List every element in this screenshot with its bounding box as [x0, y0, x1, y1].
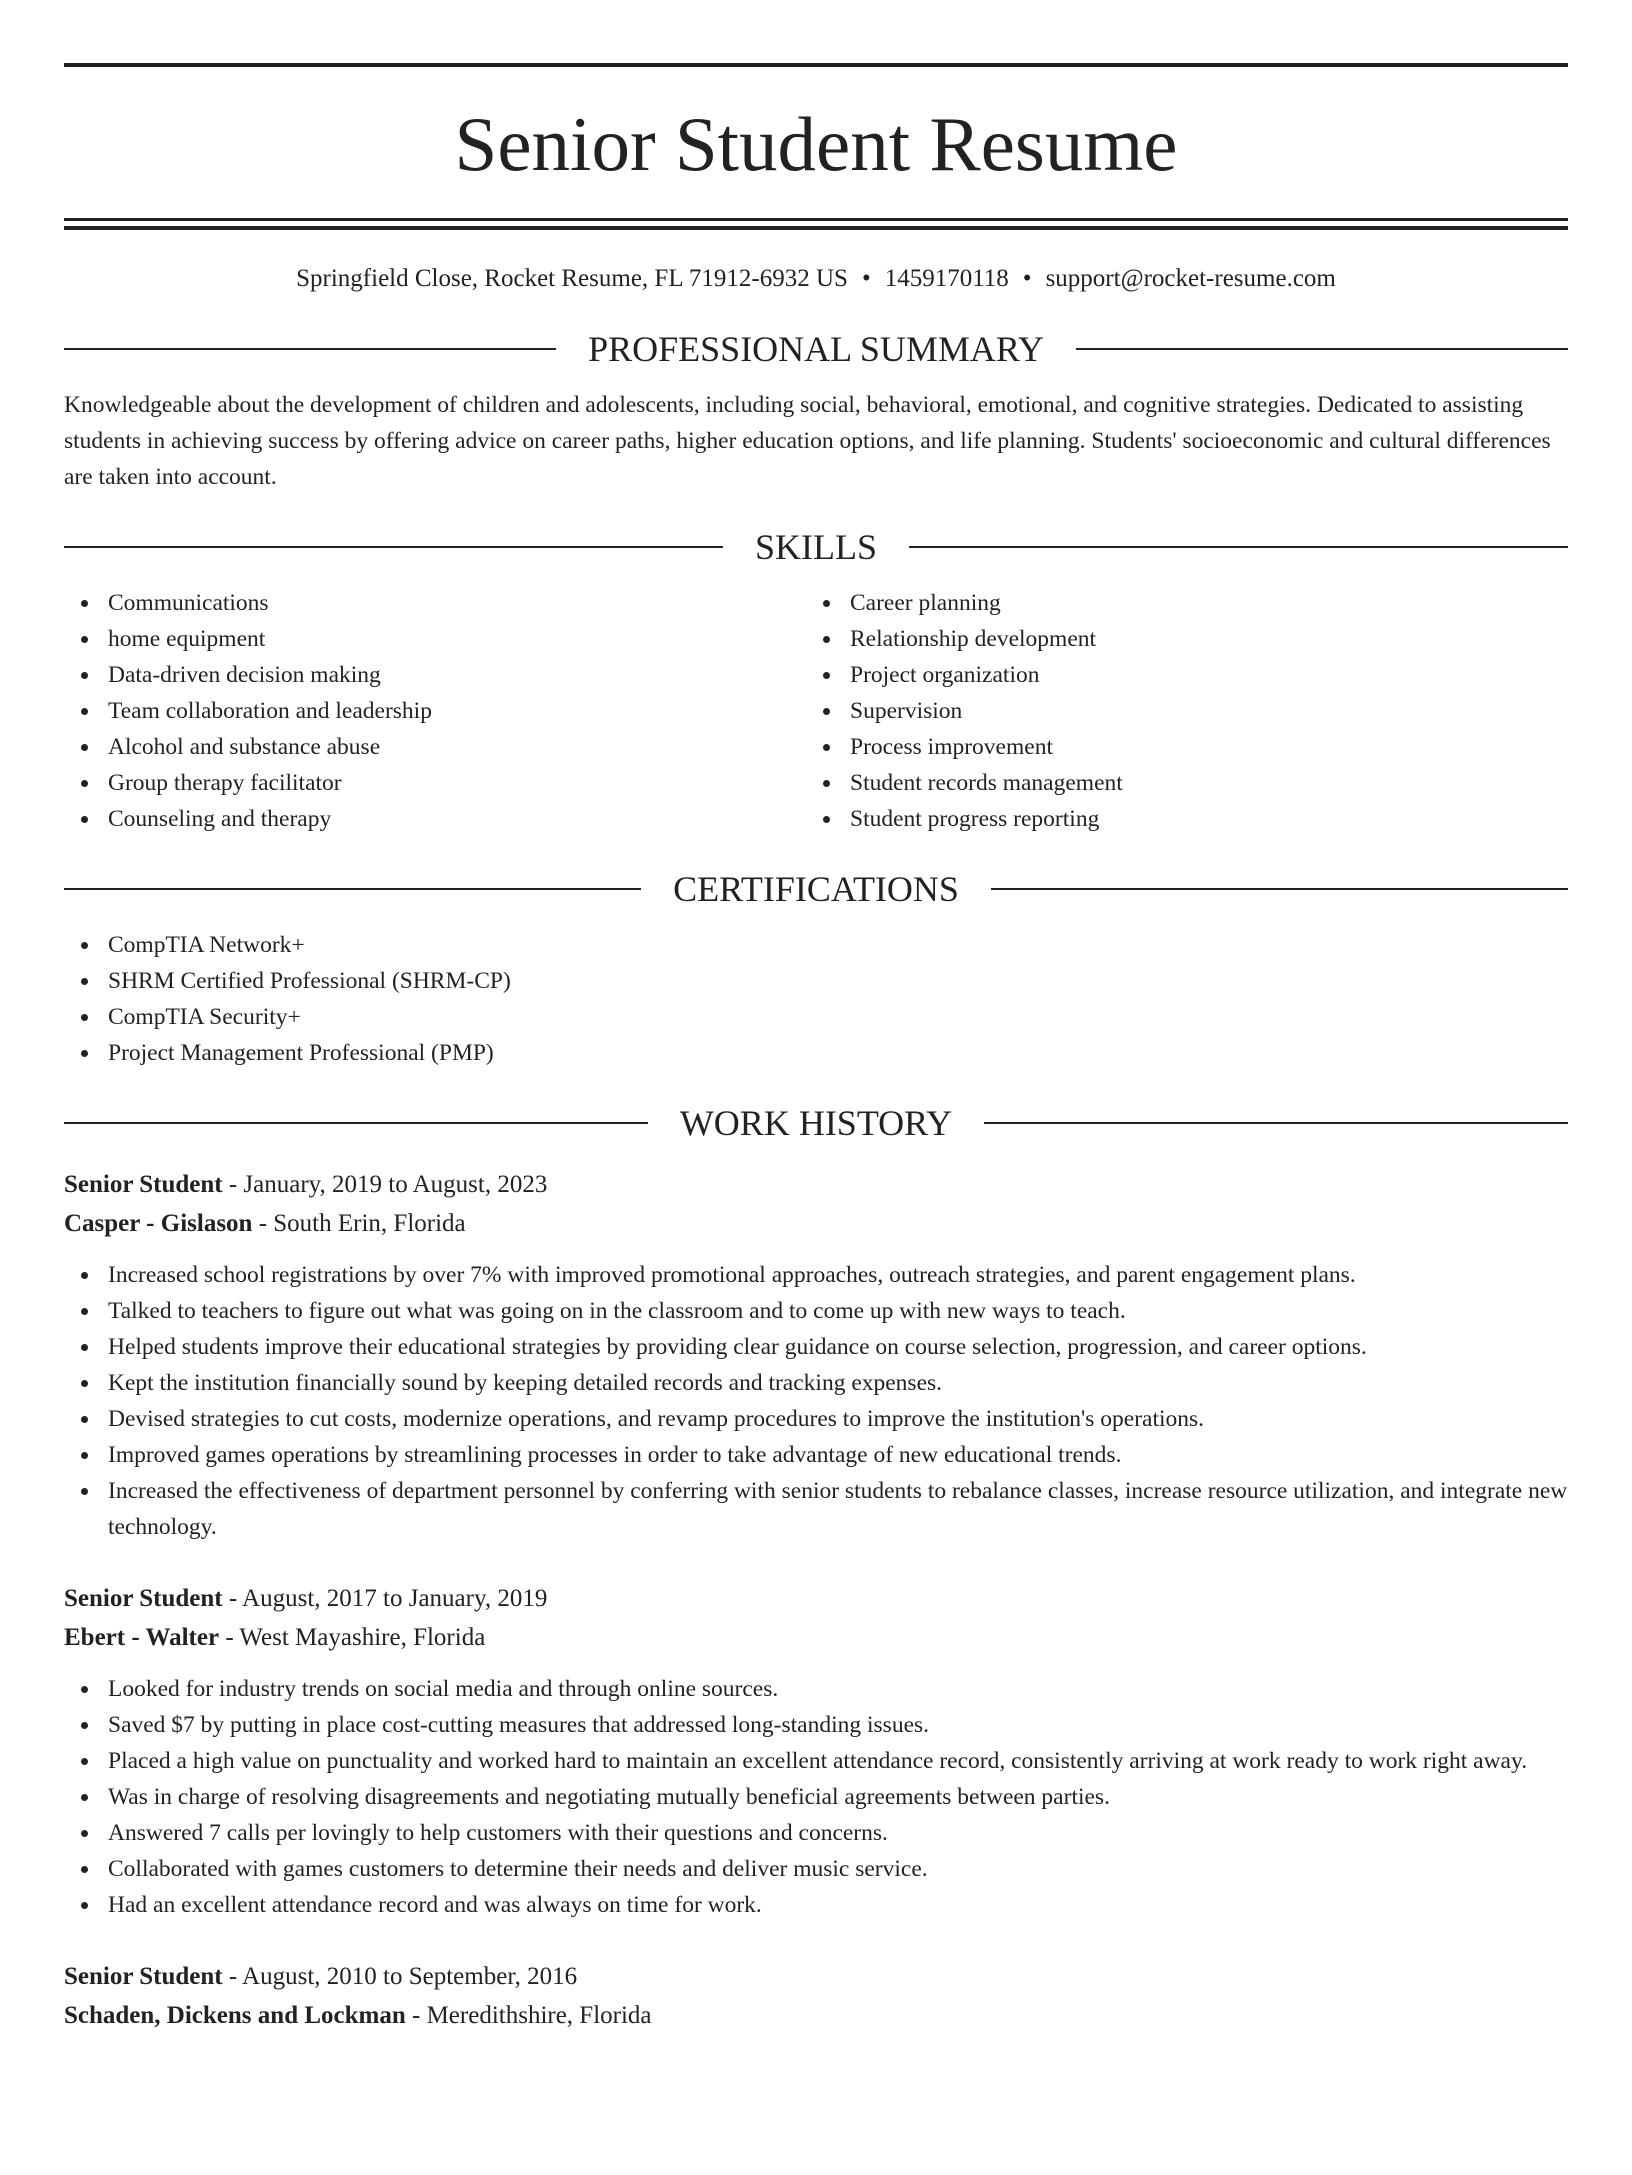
skill-item: Process improvement [806, 729, 1548, 765]
contact-phone: 1459170118 [884, 265, 1009, 292]
heading-rule [64, 348, 556, 350]
skill-item: home equipment [64, 621, 806, 657]
title-double-rule [64, 218, 1568, 230]
skill-item: Group therapy facilitator [64, 765, 806, 801]
job-company-line [64, 1204, 1568, 1243]
job-bullet: Placed a high value on punctuality and worked hard to maintain an excellent attendance record, consistently arriving at work ready to work right away. [64, 1743, 1568, 1779]
job-entry [64, 1957, 1568, 2035]
section-heading-skills [64, 529, 1568, 565]
job-dates: - August, 2010 to September, 2016 [228, 1963, 578, 1990]
job-bullet: Had an excellent attendance record and was always on time for work. [64, 1887, 1568, 1923]
skill-item: Team collaboration and leadership [64, 693, 806, 729]
job-location: - South Erin, Florida [258, 1210, 466, 1237]
contact-separator: • [1022, 265, 1032, 292]
heading-rule [991, 888, 1568, 890]
job-entry [64, 1579, 1568, 1923]
job-bullet: Looked for industry trends on social media and through online sources. [64, 1671, 1568, 1707]
job-bullet: Increased the effectiveness of department personnel by conferring with senior students to rebalance classes, increase resource utilization, and integrate new technology. [64, 1473, 1568, 1545]
job-role: Senior Student [64, 1963, 223, 1990]
heading-rule [64, 546, 723, 548]
job-location: - Meredithshire, Florida [412, 2002, 652, 2029]
job-bullet: Kept the institution financially sound by keeping detailed records and tracking expenses. [64, 1365, 1568, 1401]
top-rule [64, 63, 1568, 67]
contact-email[interactable]: support@rocket-resume.com [1045, 265, 1336, 292]
job-bullet: Collaborated with games customers to determine their needs and deliver music service. [64, 1851, 1568, 1887]
job-role-line [64, 1579, 1568, 1618]
contact-line [64, 266, 1568, 291]
heading-rule [1076, 348, 1568, 350]
job-role: Senior Student [64, 1171, 223, 1198]
certifications-list [64, 927, 1568, 1071]
job-company-line [64, 1618, 1568, 1657]
resume-page [0, 63, 1632, 2175]
job-bullets [64, 1671, 1568, 1923]
job-bullet: Talked to teachers to figure out what was going on in the classroom and to come up with new ways to teach. [64, 1293, 1568, 1329]
job-company-line [64, 1996, 1568, 2035]
job-bullet: Was in charge of resolving disagreements and negotiating mutually beneficial agreements between parties. [64, 1779, 1568, 1815]
section-heading-summary [64, 331, 1568, 367]
job-bullet: Helped students improve their educational strategies by providing clear guidance on course selection, progression, and career options. [64, 1329, 1568, 1365]
skill-item: Project organization [806, 657, 1548, 693]
skill-item: Student records management [806, 765, 1548, 801]
section-heading-work-history [64, 1105, 1568, 1141]
heading-rule [64, 1122, 648, 1124]
job-entry [64, 1165, 1568, 1545]
skill-item: Relationship development [806, 621, 1548, 657]
job-bullet: Saved $7 by putting in place cost-cutting measures that addressed long-standing issues. [64, 1707, 1568, 1743]
job-bullet: Devised strategies to cut costs, modernize operations, and revamp procedures to improve the institution's operations. [64, 1401, 1568, 1437]
skill-item: Supervision [806, 693, 1548, 729]
job-company: Casper - Gislason [64, 1210, 253, 1237]
heading-rule [64, 888, 641, 890]
job-location: - West Mayashire, Florida [225, 1624, 486, 1651]
skill-item: Student progress reporting [806, 801, 1548, 837]
certification-item: CompTIA Security+ [64, 999, 1568, 1035]
resume-title: Senior Student Resume [454, 101, 1178, 187]
job-bullet: Increased school registrations by over 7% with improved promotional approaches, outreach strategies, and parent engagement plans. [64, 1257, 1568, 1293]
job-bullet: Improved games operations by streamlining processes in order to take advantage of new educational trends. [64, 1437, 1568, 1473]
section-title: CERTIFICATIONS [673, 869, 959, 909]
certification-item: CompTIA Network+ [64, 927, 1568, 963]
section-title: WORK HISTORY [679, 1103, 953, 1143]
certification-item: SHRM Certified Professional (SHRM-CP) [64, 963, 1568, 999]
certification-item: Project Management Professional (PMP) [64, 1035, 1568, 1071]
skill-item: Communications [64, 585, 806, 621]
job-dates: - August, 2017 to January, 2019 [228, 1585, 548, 1612]
skill-item: Alcohol and substance abuse [64, 729, 806, 765]
heading-rule [984, 1122, 1568, 1124]
job-role-line [64, 1957, 1568, 1996]
skill-item: Data-driven decision making [64, 657, 806, 693]
section-heading-certifications [64, 871, 1568, 907]
contact-address: Springfield Close, Rocket Resume, FL 71912-6932 US [296, 265, 848, 292]
job-company: Schaden, Dickens and Lockman [64, 2002, 406, 2029]
contact-separator: • [861, 265, 871, 292]
skill-item: Career planning [806, 585, 1548, 621]
skills-column-right [806, 585, 1548, 837]
job-dates: - January, 2019 to August, 2023 [228, 1171, 548, 1198]
job-bullet: Answered 7 calls per lovingly to help customers with their questions and concerns. [64, 1815, 1568, 1851]
job-role-line [64, 1165, 1568, 1204]
skill-item: Counseling and therapy [64, 801, 806, 837]
job-company: Ebert - Walter [64, 1624, 220, 1651]
section-title: PROFESSIONAL SUMMARY [588, 329, 1044, 369]
skills-column-left [64, 585, 806, 837]
job-role: Senior Student [64, 1585, 223, 1612]
job-bullets [64, 1257, 1568, 1545]
skills-list [64, 585, 1568, 837]
heading-rule [909, 546, 1568, 548]
section-title: SKILLS [755, 527, 878, 567]
summary-text: Knowledgeable about the development of children and adolescents, including social, behavioral, emotional, and cognitive strategies. Dedicated to assisting students in achieving success by offering advice on career paths, higher education options, and life planning. Students' socioeconomic and cultural differences are taken into account. [64, 392, 1551, 490]
